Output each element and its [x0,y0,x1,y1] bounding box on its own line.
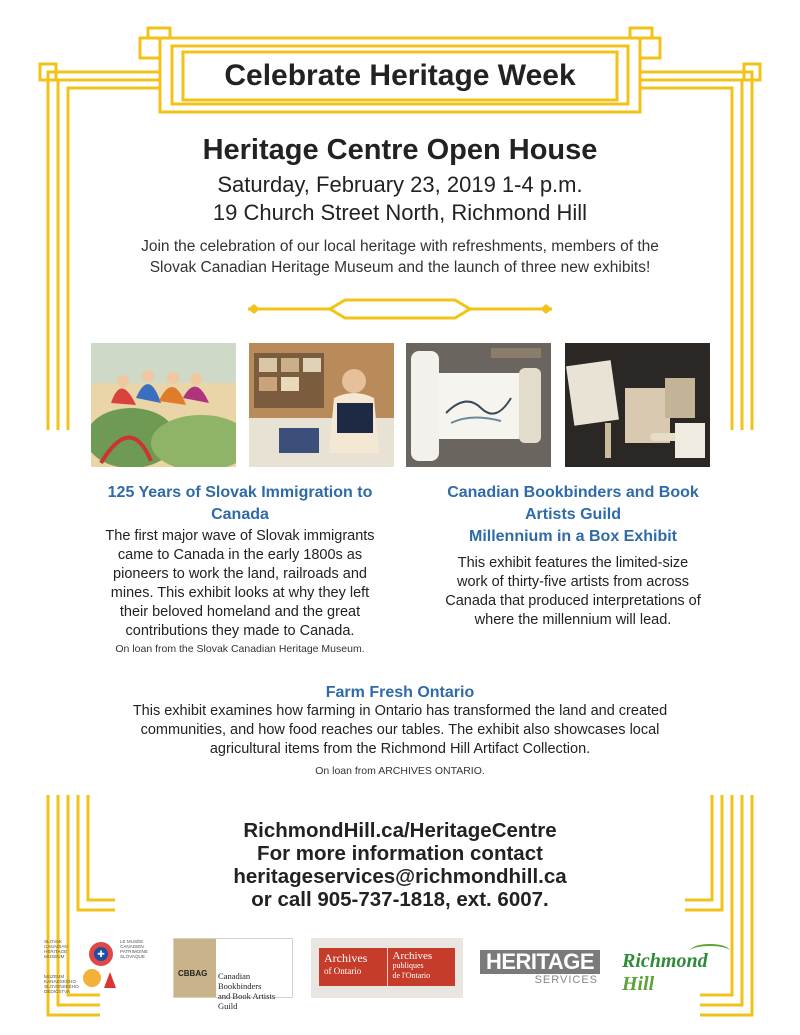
body-line: Canada that produced interpretations of [445,593,701,609]
exhibit-title-slovak [75,482,405,526]
heritage-services-logo [480,938,600,998]
email-link[interactable]: heritageservices@richmondhill.ca [233,865,567,888]
page-title: Heritage Centre Open House [202,134,598,166]
exhibit-title-farm: Farm Fresh Ontario [325,684,475,701]
exhibit-note-farm: On loan from ARCHIVES ONTARIO. [315,765,485,777]
archives-en [319,948,388,986]
logo-text: MUSEUM [44,954,65,959]
website-link[interactable]: RichmondHill.ca/HeritageCentre [243,819,557,842]
heritage-main: HERITAGE [480,950,600,974]
body-line: The first major wave of Slovak immigrants [105,528,375,544]
book-art-photo [565,343,710,467]
body-line: This exhibit features the limited-size [457,555,689,571]
svg-text:✚: ✚ [97,949,105,959]
body-line: agricultural items from the Richmond Hill Artifact Collection. [209,741,591,757]
heritage-sub: SERVICES [534,974,598,986]
exhibit-body-farm [80,702,720,759]
logo-text: CANADIEN [120,944,144,949]
exhibit-body-slovak [75,527,405,641]
body-line: pioneers to work the land, railroads and [113,566,367,582]
slovak-painting-photo [91,343,236,467]
logo-text: SLOVENSKÉHO [44,984,79,989]
event-date: Saturday, February 23, 2019 1-4 p.m. [217,172,583,197]
logo-text: MÚZEUM [44,974,65,979]
archives-fr [388,948,456,986]
cbbag-name [218,971,292,1011]
intro-text [60,236,740,278]
logo-text: PATRIMOINE [120,949,148,954]
intro-line: Join the celebration of our local heritage with refreshments, members of the [141,238,659,255]
logo-text: HERITAGE [44,949,68,954]
contact-heading: For more information contact [257,842,543,865]
body-line: came to Canada in the early 1800s as [117,547,363,563]
phone-text: or call 905-737-1818, ext. 6007. [251,888,549,911]
slovak-museum-logo [42,938,160,998]
intro-line: Slovak Canadian Heritage Museum and the launch of three new exhibits! [149,259,651,276]
logo-text: SLOVAK [44,939,63,944]
archives-line: Archives [324,951,368,965]
body-line: This exhibit examines how farming in Ontario has transformed the land and created [132,703,668,719]
exhibit-title-line: Canadian Bookbinders and Book [447,484,699,501]
cbbag-name-line: and Book Artists Guild [218,991,276,1011]
body-line: mines. This exhibit looks at why they left [110,585,370,601]
exhibit-title-bookbinders [408,482,738,548]
body-line: communities, and how food reaches our tables. The exhibit also showcases local [140,722,660,738]
logo-text: KANADSKÉHO [44,979,76,984]
richmond-hill-logo [620,938,740,998]
cbbag-name-line: Canadian Bookbinders [218,971,262,991]
logo-text: SLOVAQUE [120,954,145,959]
body-line: their beloved homeland and the great [119,604,361,620]
exhibit-title-line: Millennium in a Box Exhibit [468,528,677,545]
logo-text: LE MUSÉE [120,939,144,944]
scroll-artwork-photo [406,343,551,467]
body-line: work of thirty-five artists from across [456,574,690,590]
exhibit-title-line: Artists Guild [524,506,621,523]
cbbag-abbr: CBBAG [178,969,208,978]
slovak-costume-photo [249,343,394,467]
archives-ontario-logo [311,938,463,998]
body-line: where the millennium will lead. [474,612,672,628]
exhibit-note-slovak: On loan from the Slovak Canadian Heritage Museum. [115,643,365,655]
richmond-word: Richmond [622,950,708,972]
hill-word: Hill [622,973,655,995]
cbbag-logo [173,938,293,1011]
exhibit-body-bookbinders [408,554,738,630]
archives-line: publiques [392,961,424,970]
archives-line: Archives [392,950,433,962]
body-line: contributions they made to Canada. [125,623,355,639]
archives-line: de l'Ontario [392,971,431,980]
logo-text: CANADIAN [44,944,68,949]
exhibit-title-line: 125 Years of Slovak Immigration to [107,484,373,501]
exhibit-title-line: Canada [211,506,269,523]
archives-line: of Ontario [324,966,362,976]
logo-text: DEDIČSTVA [44,989,70,994]
event-address: 19 Church Street North, Richmond Hill [212,200,588,225]
banner-title: Celebrate Heritage Week [224,59,576,92]
